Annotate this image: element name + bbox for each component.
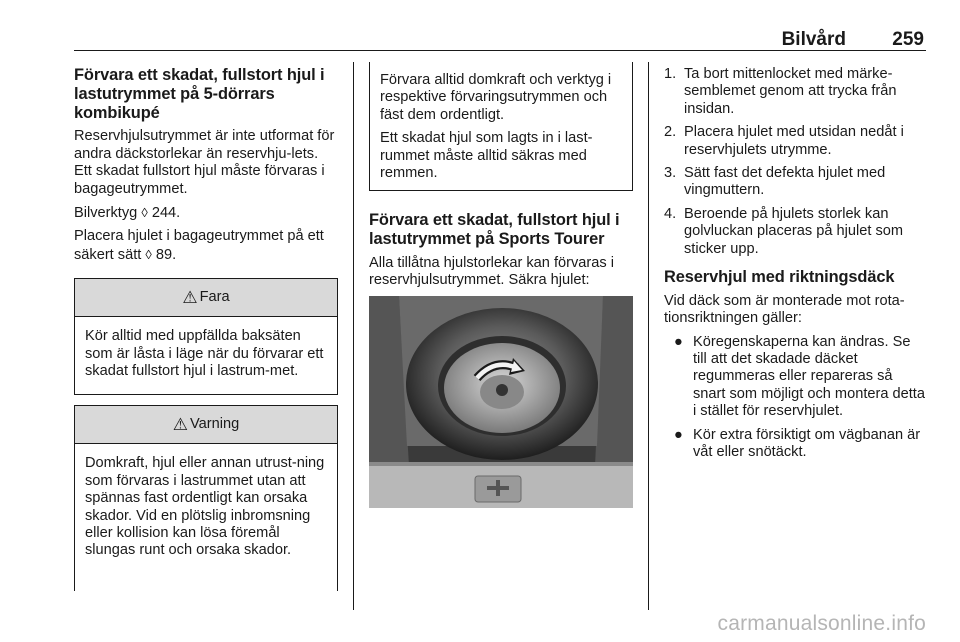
- page-ref-icon: ◊: [141, 205, 148, 221]
- paragraph: Vid däck som är monterade mot rota-tionsriktningen gäller:: [664, 292, 905, 327]
- list-item: 4. Beroende på hjulets storlek kan golvluckan placeras på hjulet som sticker upp.: [664, 205, 904, 257]
- list-item: 3. Sätt fast det defekta hjulet med vingmuttern.: [664, 165, 886, 199]
- danger-title: Fara: [199, 289, 230, 306]
- spare-wheel-illustration: [369, 296, 633, 508]
- ref-text: Bilverktyg: [74, 205, 138, 222]
- steps-list: [664, 66, 926, 258]
- list-item: ● Kör extra försiktigt om vägbanan är våt eller snötäckt.: [674, 426, 921, 461]
- warning-box-header: [75, 406, 337, 444]
- warning-title: Varning: [190, 416, 240, 433]
- warning-box: [74, 405, 338, 591]
- page-ref-link[interactable]: 89.: [155, 246, 177, 263]
- list-item: 2. Placera hjulet med utsidan nedåt i reservhjulets utrymme.: [664, 124, 904, 158]
- section-heading-kombikupe: Förvara ett skadat, fullstort hjul i lastutrymmet på 5-dörrars kombikupé: [74, 66, 325, 122]
- watermark: carmanualsonline.info: [717, 612, 926, 635]
- danger-box-header: [75, 279, 337, 317]
- page-ref-link[interactable]: 244.: [151, 205, 181, 222]
- column-divider-2: [648, 62, 649, 610]
- paragraph-placement: [74, 228, 338, 264]
- section-heading-directional-tyres: Reservhjul med riktningsdäck: [664, 268, 895, 287]
- column-2: [369, 66, 633, 508]
- bullet-icon: ●: [674, 333, 683, 350]
- column-divider-1: [353, 62, 354, 610]
- ref-text: Placera hjulet i bagageutrymmet på ett säkert sätt: [74, 228, 324, 263]
- warning-triangle-icon: ⚠: [172, 415, 189, 435]
- paragraph-tool-ref: [74, 204, 338, 222]
- section-title: Bilvård: [781, 29, 846, 50]
- paragraph: Alla tillåtna hjulstorlekar kan förvaras i reservhjulsutrymmet. Säkra hjulet:: [369, 255, 614, 289]
- section-heading-sports-tourer: Förvara ett skadat, fullstort hjul i lastutrymmet på Sports Tourer: [369, 211, 620, 249]
- page-ref-icon: ◊: [145, 246, 152, 262]
- warning-body: Domkraft, hjul eller annan utrust-ning som förvaras i lastrummet utan att spännas fast ordentligt kan orsaka skador. Vid en plötslig inbromsning eller kollision kan lösa föremål slungas runt och orsaka skador.: [85, 455, 325, 559]
- column-1: [74, 66, 338, 591]
- danger-box: [74, 278, 338, 395]
- list-item: 1. Ta bort mittenlocket med märke-semblemet genom att trycka från insidan.: [664, 66, 897, 117]
- column-3: [664, 66, 926, 468]
- warning-continuation-box: [369, 62, 633, 191]
- list-item: ● Köregenskaperna kan ändras. Se till att det skadade däcket regummeras eller repareras så snart som möjligt och montera detta i stället för reservhjulet.: [674, 333, 925, 420]
- danger-body: Kör alltid med uppfällda baksäten som är låsta i läge när du förvarar ett skadat fullstort hjul i lastrum-met.: [85, 328, 324, 380]
- bullet-list: [674, 334, 926, 462]
- spare-wheel-photo: [369, 296, 633, 508]
- box-paragraph: Förvara alltid domkraft och verktyg i respektive förvaringsutrymmen och fäst dem ordentligt.: [380, 72, 612, 123]
- warning-triangle-icon: ⚠: [182, 288, 198, 308]
- box-paragraph: Ett skadat hjul som lagts in i last-rummet måste alltid säkras med remmen.: [380, 130, 593, 182]
- bullet-icon: ●: [674, 426, 683, 443]
- paragraph: Reservhjulsutrymmet är inte utformat för andra däckstorlekar än reservhju-lets. Ett skadat fullstort hjul måste förvaras i bagageutrymmet.: [74, 128, 335, 197]
- page-number: 259: [892, 29, 924, 50]
- header-rule: [74, 50, 926, 51]
